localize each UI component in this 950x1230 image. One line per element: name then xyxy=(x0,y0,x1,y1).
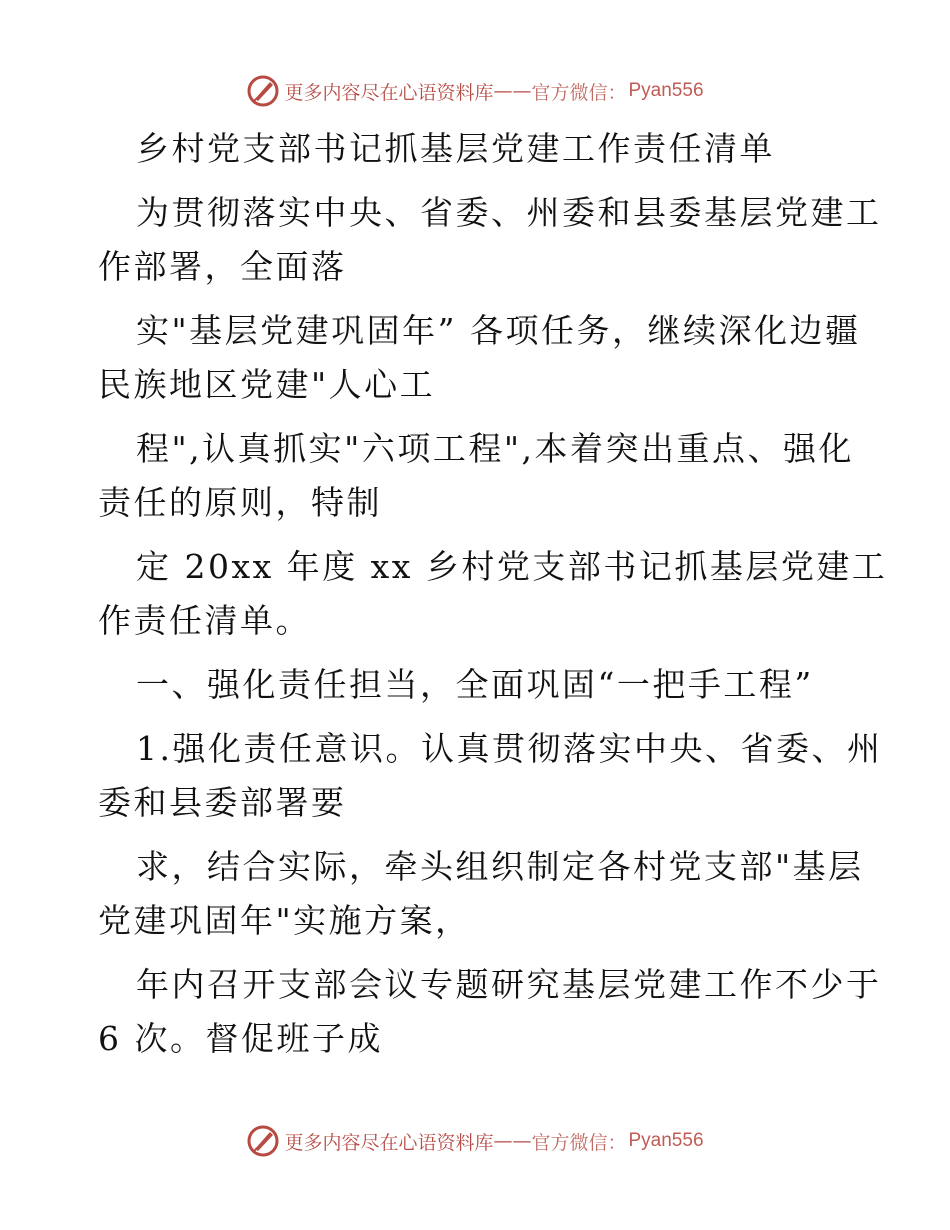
item-3-line-1: 年内召开支部会议专题研究基层党建工作不少于 xyxy=(136,965,882,1004)
watermark-account: Pyan556 xyxy=(628,80,704,101)
watermark-account: Pyan556 xyxy=(628,1130,704,1151)
section-heading: 一、强化责任担当，全面巩固“一把手工程” xyxy=(136,665,814,704)
watermark-footer xyxy=(0,1121,950,1161)
watermark-text: 更多内容尽在心语资料库 xyxy=(284,81,494,104)
paragraph-2-line-2: 民族地区党建"人心工 xyxy=(98,365,436,404)
watermark-header xyxy=(0,71,950,111)
quill-logo-icon xyxy=(246,1124,280,1158)
watermark-text: 更多内容尽在心语资料库 xyxy=(284,1131,494,1154)
paragraph-3-line-2: 责任的原则，特制 xyxy=(98,483,382,522)
paragraph-1-line-2: 作部署，全面落 xyxy=(98,247,347,286)
item-3-line-2: 6 次。督促班子成 xyxy=(98,1019,383,1058)
document-body xyxy=(98,122,888,1066)
item-1-line-2: 委和县委部署要 xyxy=(98,783,347,822)
item-2-line-1: 求，结合实际，牵头组织制定各村党支部"基层 xyxy=(136,847,864,886)
watermark-dash: —— xyxy=(493,1130,532,1152)
paragraph-4-line-1: 定 20xx 年度 xx 乡村党支部书记抓基层党建工 xyxy=(136,547,888,586)
paragraph-4-line-2: 作责任清单。 xyxy=(98,601,311,640)
item-2-line-2: 党建巩固年"实施方案， xyxy=(98,901,471,940)
watermark-wechat-label: 官方微信： xyxy=(531,81,627,104)
document-title: 乡村党支部书记抓基层党建工作责任清单 xyxy=(136,129,775,168)
paragraph-2-line-1: 实"基层党建巩固年” 各项任务，继续深化边疆 xyxy=(136,311,861,350)
quill-logo-icon xyxy=(246,74,280,108)
watermark-wechat-label: 官方微信： xyxy=(531,1131,627,1154)
paragraph-3-line-1: 程",认真抓实"六项工程",本着突出重点、强化 xyxy=(136,429,855,468)
watermark-dash: —— xyxy=(493,80,532,102)
paragraph-1-line-1: 为贯彻落实中央、省委、州委和县委基层党建工 xyxy=(136,193,882,232)
item-1-line-1: 1.强化责任意识。认真贯彻落实中央、省委、州 xyxy=(136,729,883,768)
